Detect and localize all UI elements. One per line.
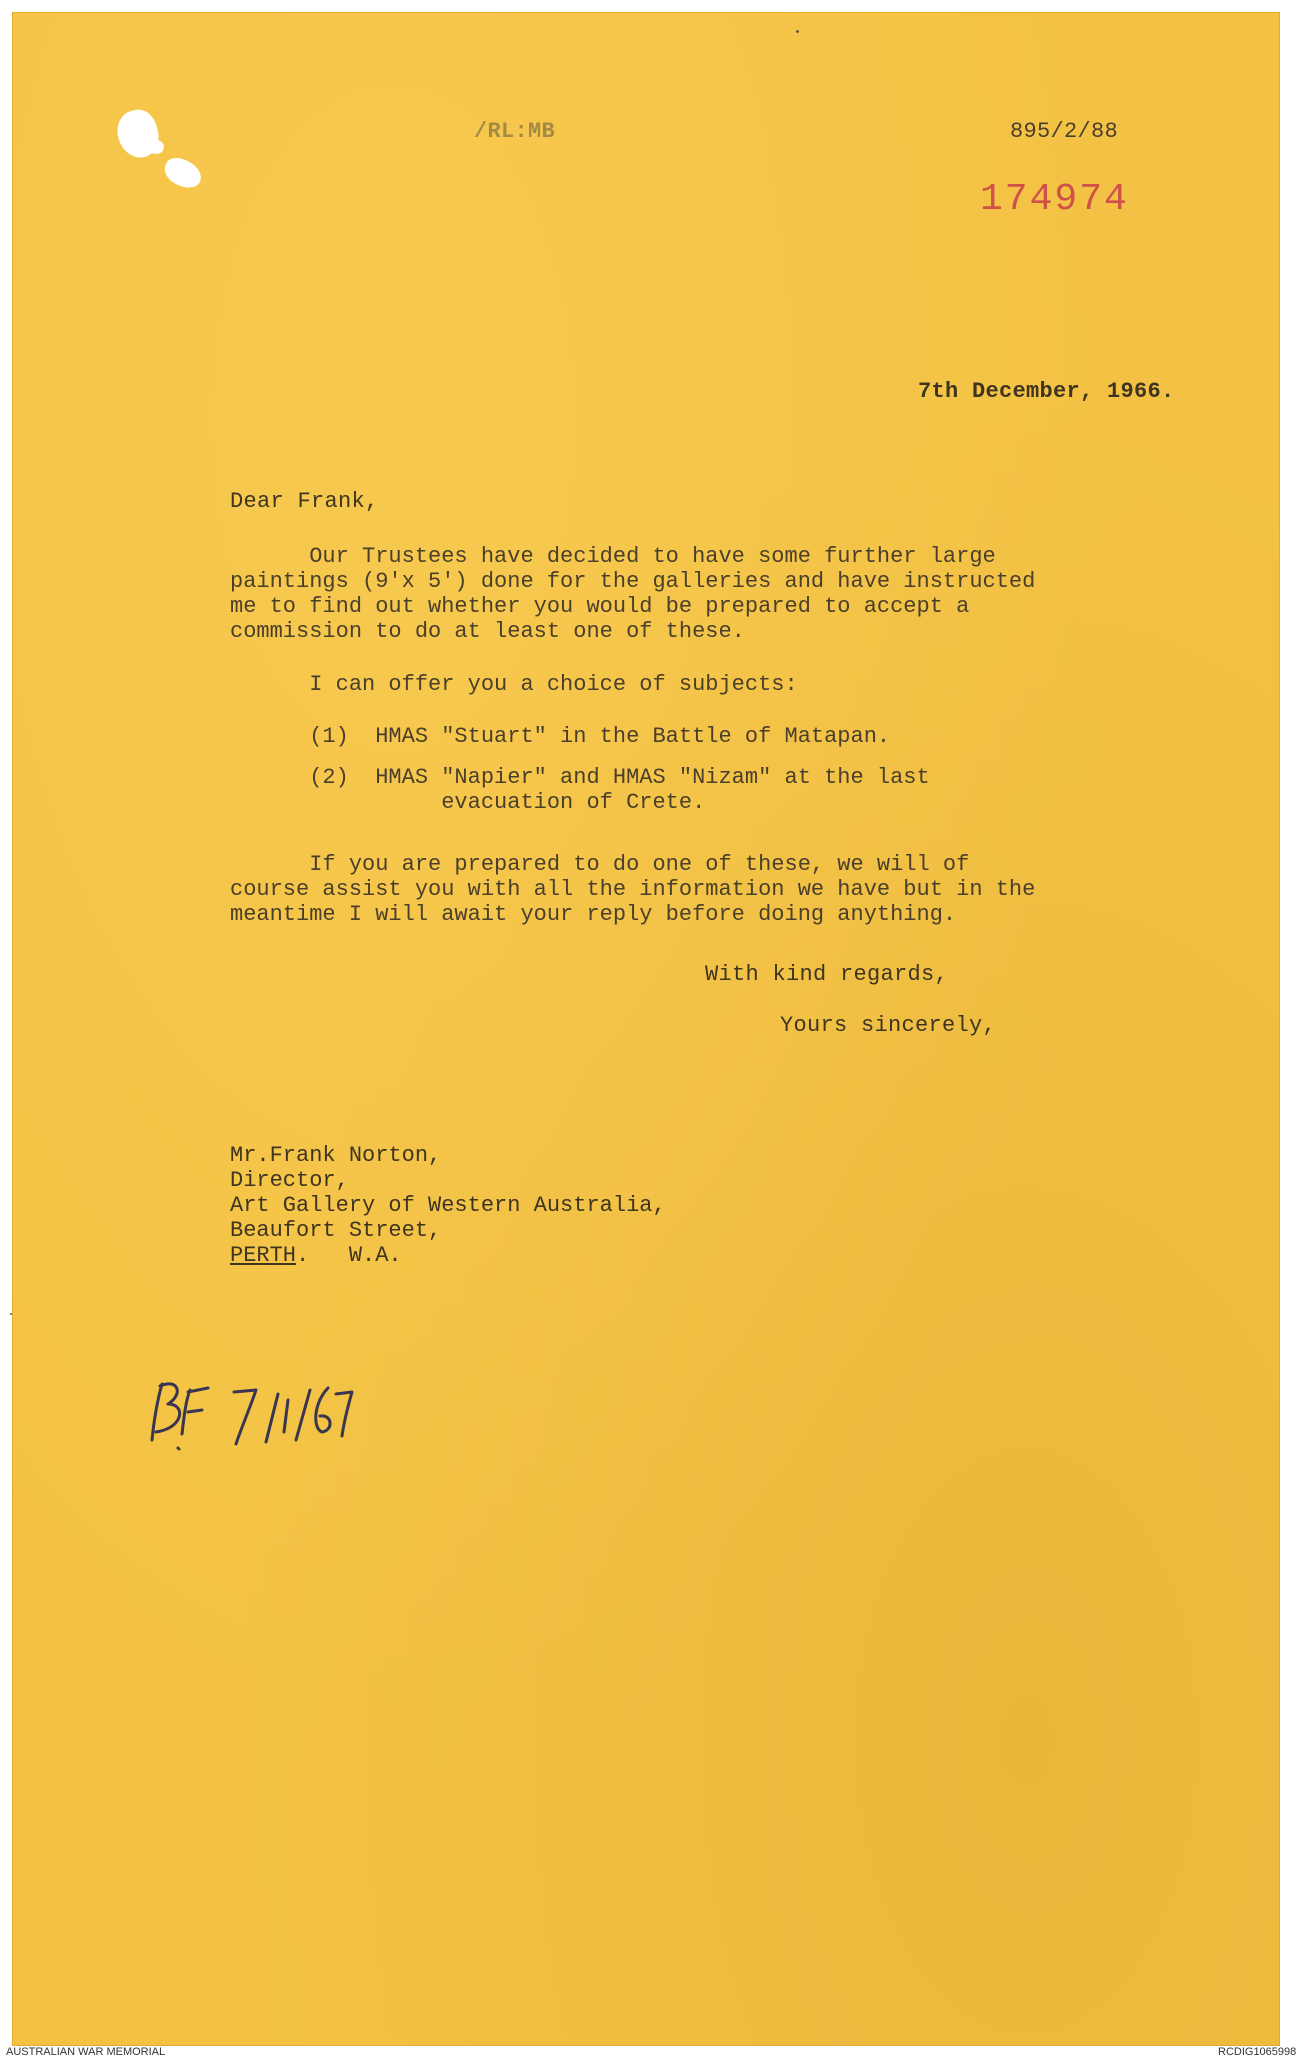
address-city-line [230,1243,666,1268]
address-line: Mr.Frank Norton, [230,1143,442,1168]
recipient-address [230,1143,666,1268]
text-line: course assist you with all the information we have but in the [230,877,1036,902]
paper-mark [796,30,799,33]
address-line: Director, [230,1168,349,1193]
text-line: If you are prepared to do one of these, we will of [230,852,970,877]
subject-item: (2) HMAS "Napier" and HMAS "Nizam" at the last [230,765,930,790]
letter-date: 7th December, 1966. [918,379,1175,404]
text-line: commission to do at least one of these. [230,619,745,644]
address-state: . W.A. [296,1243,402,1268]
address-city: PERTH [230,1243,297,1268]
subject-item-continuation: evacuation of Crete. [230,790,706,815]
typist-reference: /RL:MB [474,119,556,144]
footer-record-id: RCDIG1065998 [1218,2046,1297,2058]
handwritten-annotation-text: B.F. 7/1/67 [138,1370,145,1371]
text-line: me to find out whether you would be prepared to accept a [230,594,970,619]
paragraph-assistance [230,852,1170,927]
text-line: meantime I will await your reply before doing anything. [230,902,957,927]
paragraph-choice [230,672,1170,697]
file-number: 895/2/88 [1010,119,1119,144]
paragraph-commission [230,544,1170,644]
subjects-list [230,724,1170,815]
margin-speck [10,1313,12,1315]
handwritten-annotation [138,1370,358,1460]
punch-hole-tear [148,140,164,154]
closing-regards: With kind regards, [705,962,949,987]
text-line: Our Trustees have decided to have some further large [230,544,996,569]
text-line: paintings (9'x 5') done for the galleries and have instructed [230,569,1036,594]
salutation: Dear Frank, [230,489,379,514]
letter-sheet [12,12,1280,2046]
registry-stamp-number: 174974 [980,178,1129,221]
closing-sincerely: Yours sincerely, [780,1013,997,1038]
address-line: Art Gallery of Western Australia, [230,1193,666,1218]
text-line: I can offer you a choice of subjects: [230,672,798,697]
footer-institution: AUSTRALIAN WAR MEMORIAL [6,2046,166,2058]
address-line: Beaufort Street, [230,1218,442,1243]
subject-item: (1) HMAS "Stuart" in the Battle of Matapan. [230,724,891,749]
